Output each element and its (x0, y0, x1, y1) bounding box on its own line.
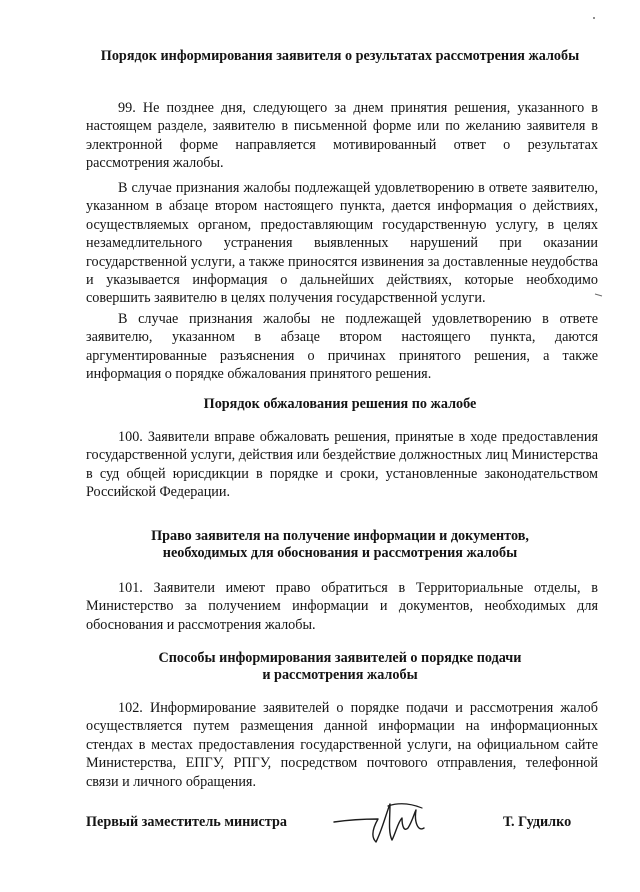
heading-informing-results (80, 48, 600, 65)
heading-right-to-information-line1: Право заявителя на получение информации и документов, (151, 528, 529, 544)
heading-informing-results-text: Порядок информирования заявителя о результатах рассмотрения жалобы (100, 48, 580, 64)
signatory-position: Первый заместитель министра (86, 814, 287, 830)
heading-right-to-information (80, 528, 600, 562)
handwritten-signature (330, 792, 440, 852)
heading-informing-methods-line1: Способы информирования заявителей о порядке подачи (158, 650, 522, 666)
scan-speck (591, 15, 597, 21)
scan-artifact-mark (594, 292, 604, 298)
heading-appeal-decision: Порядок обжалования решения по жалобе (203, 396, 477, 412)
paragraph-99-not-satisfied: В случае признания жалобы не подлежащей удовлетворению в ответе заявителю, указанном в абзаце втором настоящего пункта, даются аргументированные разъяснения о причинах принятого решения, а также информация о порядке обжалования принятого решения. (86, 311, 598, 383)
paragraph-99: 99. Не позднее дня, следующего за днем принятия решения, указанного в настоящем разделе, заявителю в письменной форме или по желанию заявителя в электронной форме направляется мотивированный ответ о результатах рассмотрения жалобы. (86, 100, 598, 172)
paragraph-100: 100. Заявители вправе обжаловать решения, принятые в ходе предоставления государственной услуги, действия или бездействие должностных лиц Министерства в суд общей юрисдикции в порядке и сроки, установленные законодательством Российской Федерации. (86, 429, 598, 501)
paragraph-101: 101. Заявители имеют право обратиться в Территориальные отделы, в Министерство за получением информации и документов, необходимых для обоснования и рассмотрения жалобы. (86, 580, 598, 633)
heading-right-to-information-line2: необходимых для обоснования и рассмотрения жалобы (162, 545, 518, 561)
paragraph-102: 102. Информирование заявителей о порядке подачи и рассмотрения жалоб осуществляется путем размещения данной информации на информационных стендах в местах предоставления государственной услуги, на официальном сайте Министерства, ЕПГУ, РПГУ, посредством почтового отправления, телефонной связи и личного обращения. (86, 700, 598, 790)
signatory-name: Т. Гудилко (503, 814, 572, 830)
heading-informing-methods (80, 650, 600, 684)
heading-informing-methods-line2: и рассмотрения жалобы (262, 667, 418, 683)
paragraph-99-satisfied: В случае признания жалобы подлежащей удовлетворению в ответе заявителю, указанном в абзаце втором настоящего пункта, дается информация о действиях, осуществляемых органом, предоставляющим государственную услугу, в целях незамедлительного устранения выявленных нарушений при оказании государственной услуги, а также приносятся извинения за доставленные неудобства и указывается информация о дальнейших действиях, которые необходимо совершить заявителю в целях получения государственной услуги. (86, 180, 598, 307)
